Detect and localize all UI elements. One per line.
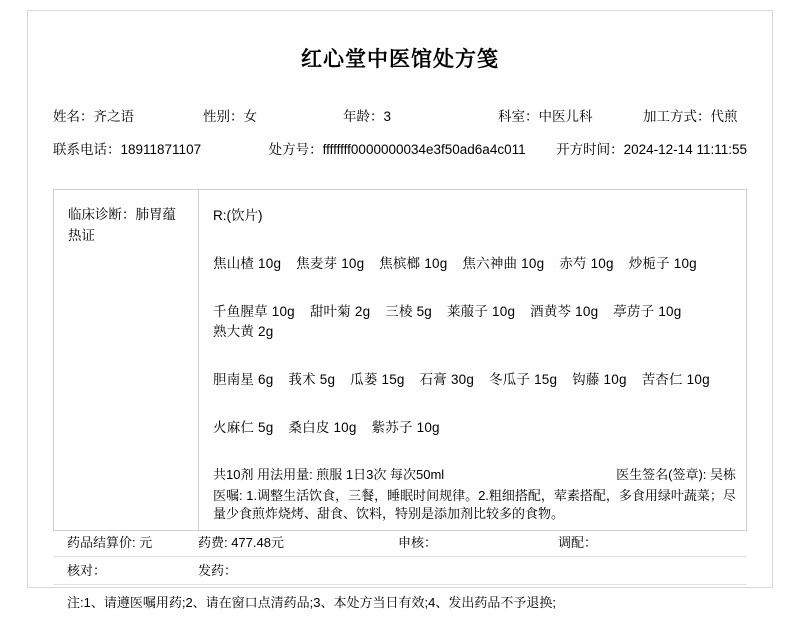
deliver-field: 发药： xyxy=(198,563,238,578)
herb-item: 苦杏仁 10g xyxy=(641,372,710,387)
prescription-body xyxy=(53,189,747,531)
rx-content xyxy=(199,190,746,530)
herb-item: 葶苈子 10g xyxy=(613,304,682,319)
herb-item: 焦槟榔 10g xyxy=(379,256,448,271)
herb-line xyxy=(213,252,736,272)
herb-item: 莪术 5g xyxy=(288,372,336,387)
rx-summary xyxy=(213,466,736,523)
herb-item: 火麻仁 5g xyxy=(213,420,274,435)
patient-info-row-1 xyxy=(53,105,747,125)
medical-advice: 医嘱: 1.调整生活饮食，三餐，睡眠时间规律。2.粗细搭配，荤素搭配，多食用绿叶蔬菜；尽量少食煎炸烧烤、甜食、饮料，特别是添加剂比较多的食物。 xyxy=(213,488,736,521)
clinical-diagnosis: 临床诊断：肺胃蕴热证 xyxy=(54,190,199,530)
patient-department: 科室：中医儿科 xyxy=(498,109,593,124)
patient-gender: 性别：女 xyxy=(203,109,257,124)
herb-item: 冬瓜子 15g xyxy=(489,372,558,387)
herb-item: 胆南星 6g xyxy=(213,372,274,387)
herb-item: 焦山楂 10g xyxy=(213,256,282,271)
dispense-field: 调配： xyxy=(558,535,598,550)
herb-item: 紫苏子 10g xyxy=(371,420,440,435)
patient-info-row-2 xyxy=(53,138,747,158)
herb-item: 石膏 30g xyxy=(419,372,475,387)
herb-item: 莱菔子 10g xyxy=(446,304,516,319)
rx-header: R:(饮片) xyxy=(213,208,263,223)
prescription-number: 处方号：ffffffff0000000034e3f50ad6a4c011 xyxy=(268,142,526,157)
footer-row-settlement xyxy=(53,529,747,557)
herb-item: 甜叶菊 2g xyxy=(309,304,371,319)
herb-item: 酒黄芩 10g xyxy=(530,304,599,319)
page-title: 红心堂中医馆处方笺 xyxy=(301,48,499,71)
medicine-fee: 药费: 477.48元 xyxy=(198,535,284,550)
herb-item: 熟大黄 2g xyxy=(213,324,274,339)
patient-age: 年龄：3 xyxy=(343,109,392,124)
check-field: 核对： xyxy=(67,563,107,578)
rx-usage: 共10剂 用法用量: 煎服 1日3次 每次50ml xyxy=(213,466,445,482)
herb-item: 三棱 5g xyxy=(385,304,433,319)
herb-line xyxy=(213,368,736,388)
footer-notes: 注:1、请遵医嘱用药;2、请在窗口点清药品;3、本处方当日有效;4、发出药品不予退换; xyxy=(67,595,556,610)
patient-info xyxy=(28,105,772,158)
settlement-price: 药品结算价: 元 xyxy=(67,535,153,550)
herb-item: 钩藤 10g xyxy=(572,372,627,387)
herb-item: 炒栀子 10g xyxy=(628,256,697,271)
herb-item: 千鱼腥草 10g xyxy=(213,304,295,319)
patient-name: 姓名：齐之语 xyxy=(53,109,134,124)
herb-item: 桑白皮 10g xyxy=(288,420,357,435)
herb-line xyxy=(213,300,736,340)
footer-row-notes xyxy=(53,585,747,620)
processing-method: 加工方式：代煎 xyxy=(643,109,738,124)
prescription-footer xyxy=(53,529,747,620)
doctor-signature: 医生签名(签章): 吴栋 xyxy=(616,466,736,482)
prescription-sheet xyxy=(27,10,773,610)
review-field: 申核： xyxy=(398,535,438,550)
herb-item: 赤芍 10g xyxy=(559,256,614,271)
patient-phone: 联系电话：18911871107 xyxy=(53,142,202,157)
herb-line xyxy=(213,416,736,436)
rx-usage-row xyxy=(213,466,736,484)
herb-item: 瓜蒌 15g xyxy=(350,372,405,387)
prescription-datetime: 开方时间：2024-12-14 11:11:55 xyxy=(556,142,747,157)
herb-item: 焦麦芽 10g xyxy=(296,256,365,271)
herb-item: 焦六神曲 10g xyxy=(462,256,545,271)
footer-row-check xyxy=(53,557,747,585)
